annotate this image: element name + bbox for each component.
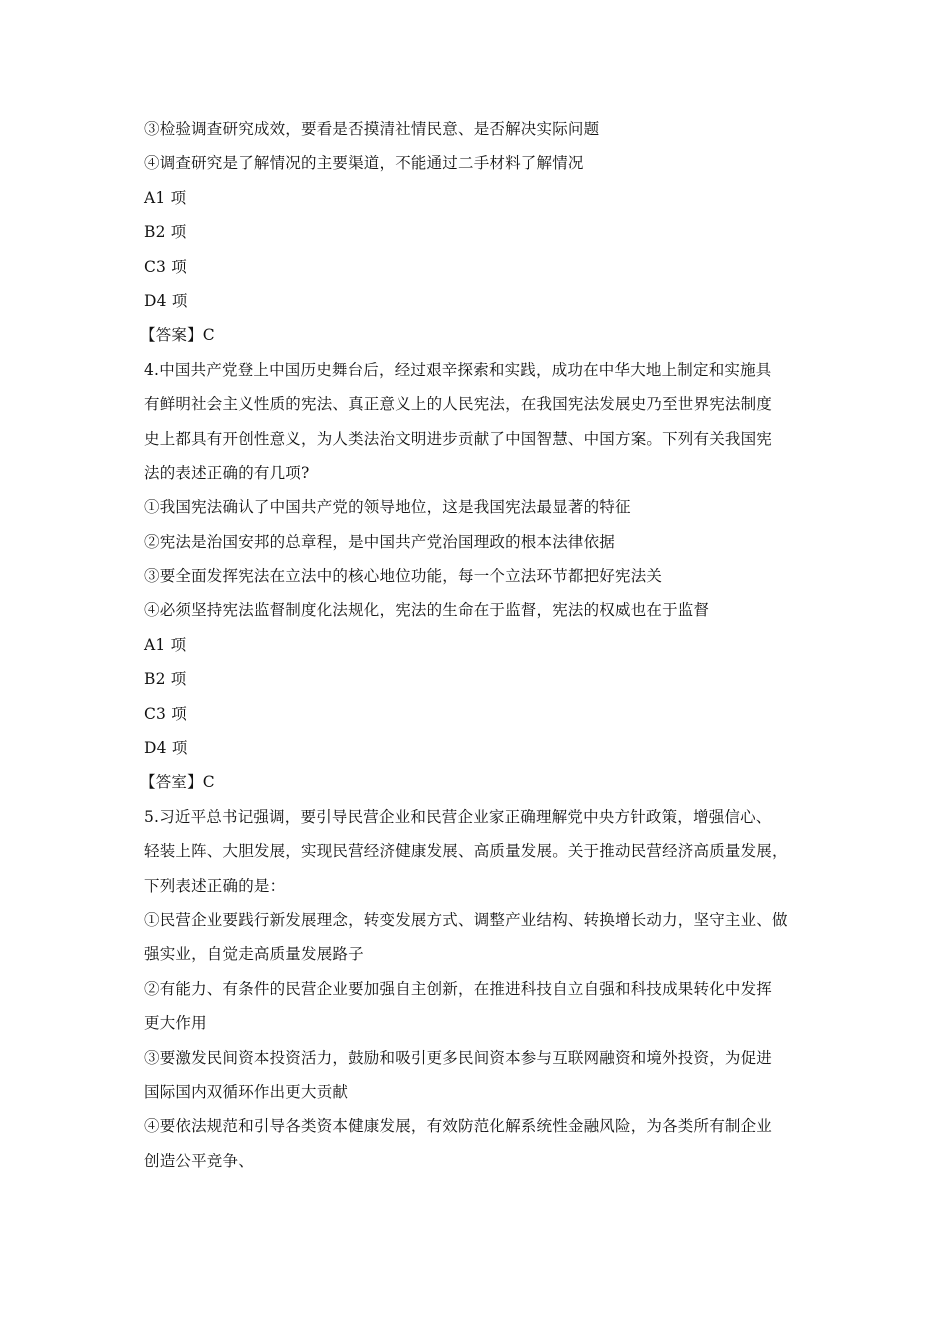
q5-item-4-line-1: ④要依法规范和引导各类资本健康发展，有效防范化解系统性金融风险，为各类所有制企业 xyxy=(144,1117,773,1136)
q4-stem-line: 有鲜明社会主义性质的宪法、真正意义上的人民宪法，在我国宪法发展史乃至世界宪法制度 xyxy=(144,395,773,414)
q4-option-d: D4 项 xyxy=(144,739,188,758)
q3-option-c: C3 项 xyxy=(144,257,187,276)
q3-answer: 【答案】C xyxy=(140,326,215,345)
q3-option-a: A1 项 xyxy=(144,188,187,207)
q4-item-1: ①我国宪法确认了中国共产党的领导地位，这是我国宪法最显著的特征 xyxy=(144,498,631,517)
q3-option-b: B2 项 xyxy=(144,223,187,242)
q4-option-c: C3 项 xyxy=(144,704,187,723)
q5-item-3-line-2: 国际国内双循环作出更大贡献 xyxy=(144,1082,349,1101)
document-page xyxy=(140,112,812,1178)
q4-stem-line: 4.中国共产党登上中国历史舞台后，经过艰辛探索和实践，成功在中华大地上制定和实施具 xyxy=(144,360,772,379)
q4-option-a: A1 项 xyxy=(144,635,187,654)
q5-item-3-line-1: ③要激发民间资本投资活力，鼓励和吸引更多民间资本参与互联网融资和境外投资，为促进 xyxy=(144,1048,773,1067)
q5-stem-line: 5.习近平总书记强调，要引导民营企业和民营企业家正确理解党中央方针政策，增强信心、 xyxy=(144,807,772,826)
q4-item-4: ④必须坚持宪法监督制度化法规化，宪法的生命在于监督，宪法的权威也在于监督 xyxy=(144,601,710,620)
q5-stem-line: 下列表述正确的是： xyxy=(144,876,286,895)
q5-item-2-line-1: ②有能力、有条件的民营企业要加强自主创新，在推进科技自立自强和科技成果转化中发挥 xyxy=(144,979,773,998)
q5-item-1-line-2: 强实业，自觉走高质量发展路子 xyxy=(144,945,364,964)
q5-item-4-line-2: 创造公平竞争、 xyxy=(144,1151,254,1170)
q3-option-d: D4 项 xyxy=(144,291,188,310)
q4-answer: 【答室】C xyxy=(140,773,215,792)
q4-stem-line: 法的表述正确的有几项? xyxy=(144,463,310,482)
q3-item-4: ④调查研究是了解情况的主要渠道，不能通过二手材料了解情况 xyxy=(144,154,584,173)
q5-stem-line: 轻装上阵、大胆发展，实现民营经济健康发展、高质量发展。关于推动民营经济高质量发展， xyxy=(144,842,788,861)
q4-item-2: ②宪法是治国安邦的总章程，是中国共产党治国理政的根本法律依据 xyxy=(144,532,616,551)
q3-item-3: ③检验调查研究成效，要看是否摸清社情民意、是否解决实际问题 xyxy=(144,120,600,138)
q5-item-1-line-1: ①民营企业要践行新发展理念，转变发展方式、调整产业结构、转换增长动力，坚守主业、做 xyxy=(144,910,788,929)
q4-option-b: B2 项 xyxy=(144,670,187,689)
q4-stem-line: 史上都具有开创性意义，为人类法治文明进步贡献了中国智慧、中国方案。下列有关我国宪 xyxy=(144,429,773,448)
q4-item-3: ③要全面发挥宪法在立法中的核心地位功能，每一个立法环节都把好宪法关 xyxy=(144,567,663,586)
q5-item-2-line-2: 更大作用 xyxy=(144,1014,207,1033)
